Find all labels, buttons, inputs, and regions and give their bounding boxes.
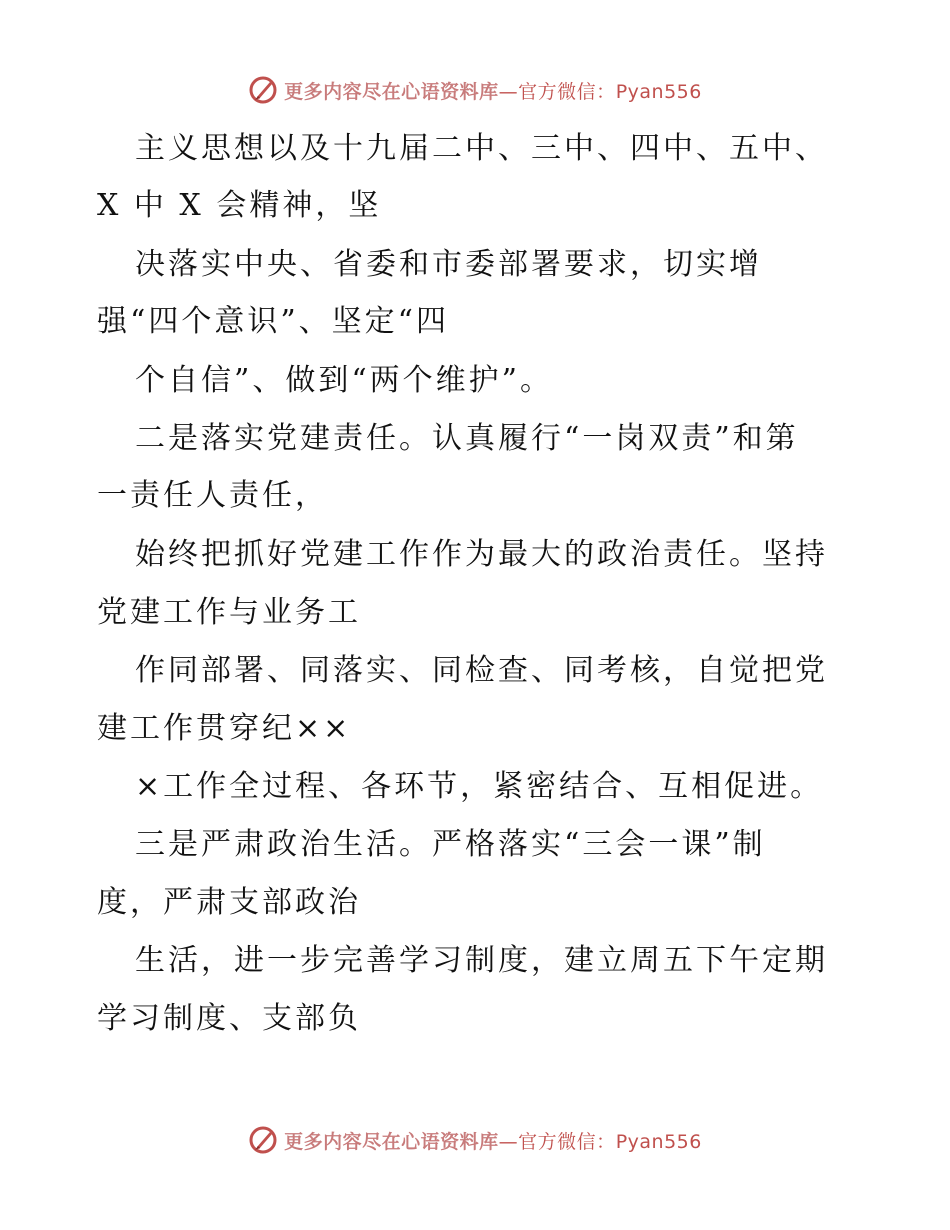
text-line: 生活，进一步完善学习制度，建立周五下午定期 xyxy=(135,943,828,978)
watermark-wechat-id: Pyan556 xyxy=(615,1130,702,1153)
watermark-site-name: 更多内容尽在心语资料库 xyxy=(284,80,499,103)
text-line: 党建工作与业务工 xyxy=(97,595,361,630)
header-watermark-banner xyxy=(0,70,950,110)
watermark-text xyxy=(284,77,702,104)
quill-pen-logo-icon xyxy=(248,75,278,105)
text-line: 度，严肃支部政治 xyxy=(97,885,361,920)
text-line: 一责任人责任， xyxy=(97,478,328,513)
text-line: 学习制度、支部负 xyxy=(97,1001,361,1036)
text-line: 三是严肃政治生活。严格落实“三会一课”制 xyxy=(135,827,766,862)
text-line: 作同部署、同落实、同检查、同考核，自觉把党 xyxy=(135,653,828,688)
text-line: 决落实中央、省委和市委部署要求，切实增 xyxy=(135,247,762,282)
text-line: 强“四个意识”、坚定“四 xyxy=(97,304,450,339)
text-line: 始终把抓好党建工作作为最大的政治责任。坚持 xyxy=(135,537,828,572)
text-line: 二是落实党建责任。认真履行“一岗双责”和第 xyxy=(135,421,799,456)
text-line: 个自信”、做到“两个维护”。 xyxy=(135,363,554,398)
text-line: ×工作全过程、各环节，紧密结合、互相促进。 xyxy=(135,769,824,804)
watermark-site-name: 更多内容尽在心语资料库 xyxy=(284,1130,499,1153)
watermark-wechat-id: Pyan556 xyxy=(615,80,702,103)
text-line: 主义思想以及十九届二中、三中、四中、五中、 xyxy=(135,131,828,166)
text-line: X 中 X 会精神，坚 xyxy=(97,188,382,223)
quill-pen-logo-icon xyxy=(248,1125,278,1155)
watermark-text xyxy=(284,1127,702,1154)
footer-watermark-banner xyxy=(0,1120,950,1160)
watermark-separator: —官方微信： xyxy=(498,1130,616,1153)
watermark-separator: —官方微信： xyxy=(498,80,616,103)
text-line: 建工作贯穿纪×× xyxy=(97,711,352,746)
